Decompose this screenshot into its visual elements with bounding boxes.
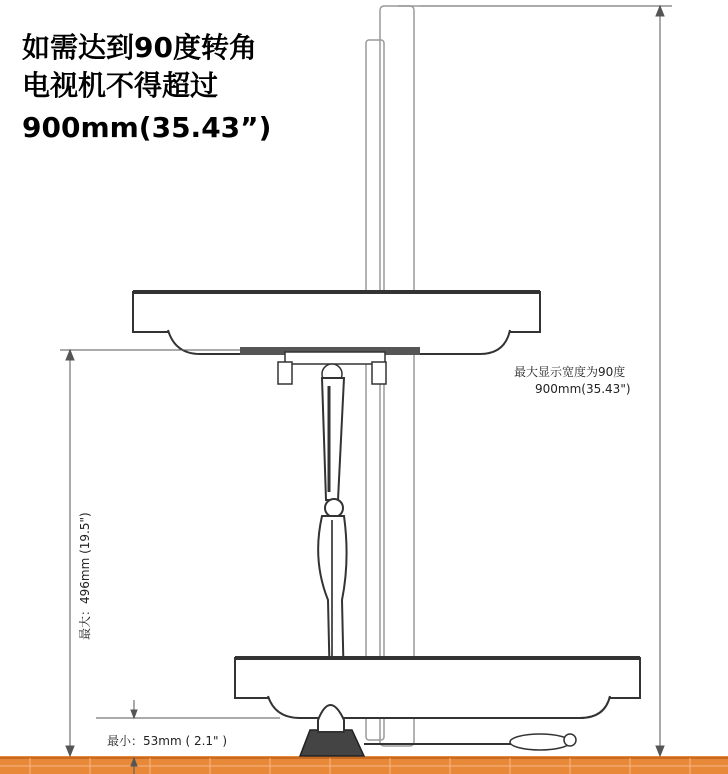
wood-floor [0, 756, 728, 774]
title-line-2: 电视机不得超过 [22, 69, 219, 102]
title-line-1: 如需达到90度转角 [22, 31, 257, 64]
max-width-label: 最大显示宽度为90度 [514, 365, 626, 379]
title-line-3: 900mm(35.43”) [22, 111, 272, 144]
max-height-label: 最大：496mm (19.5") [78, 512, 92, 640]
min-height-label: 最小：53mm ( 2.1" ) [107, 734, 228, 748]
monitor-arm [318, 378, 346, 690]
max-width-value: 900mm(35.43") [535, 382, 631, 396]
dimension-max-width [420, 6, 672, 756]
monitor-bottom [235, 658, 640, 718]
monitor-top [133, 292, 540, 355]
